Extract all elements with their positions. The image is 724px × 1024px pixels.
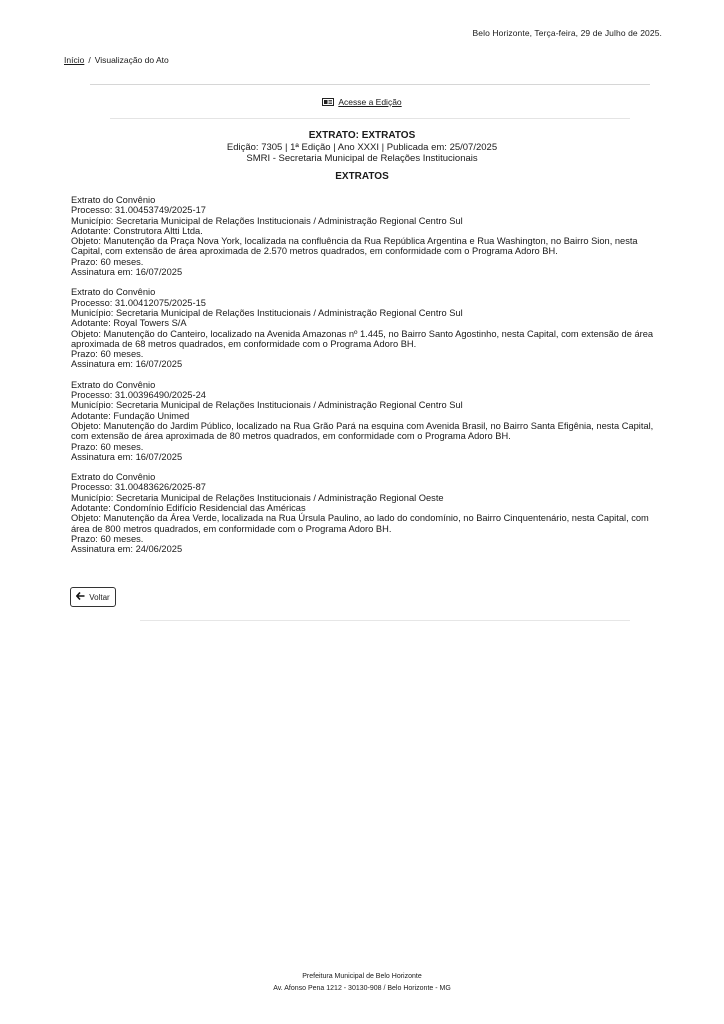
edition-info: Edição: 7305 | 1ª Edição | Ano XXXI | Publicada em: 25/07/2025 [226, 141, 498, 153]
entry-municipio: Município: Secretaria Municipal de Relações Institucionais / Administração Regional Oeste [71, 492, 444, 503]
entry-objeto: Objeto: Manutenção do Jardim Público, localizado na Rua Grão Pará na esquina com Avenida Brasil, no Bairro Santa Efigênia, nesta Capital, com extensão de área aproximada de 80 metros quadrados, em conformidade com o Programa Adoro BH. [71, 420, 654, 442]
list-item [71, 195, 667, 277]
entry-adotante: Adotante: Royal Towers S/A [71, 318, 187, 329]
act-header [0, 130, 724, 182]
list-item [71, 287, 667, 369]
breadcrumb-home-link[interactable]: Início [64, 55, 85, 65]
footer-line-1: Prefeitura Municipal de Belo Horizonte [302, 973, 422, 980]
newspaper-icon [322, 98, 334, 108]
section-title: EXTRATOS [335, 170, 389, 182]
breadcrumb-current: Visualização do Ato [94, 55, 169, 65]
entry-adotante: Adotante: Fundação Unimed [71, 410, 190, 421]
entry-type: Extrato do Convênio [71, 472, 156, 483]
breadcrumb [64, 55, 169, 65]
footer [0, 971, 724, 995]
list-item [71, 380, 667, 462]
arrow-left-icon [76, 592, 85, 602]
entry-type: Extrato do Convênio [71, 195, 156, 205]
entry-assinatura: Assinatura em: 24/06/2025 [71, 544, 183, 555]
entry-type: Extrato do Convênio [71, 379, 156, 390]
divider [110, 118, 630, 119]
entry-assinatura: Assinatura em: 16/07/2025 [71, 267, 183, 278]
entry-type: Extrato do Convênio [71, 287, 156, 298]
entry-prazo: Prazo: 60 meses. [71, 349, 144, 360]
entry-assinatura: Assinatura em: 16/07/2025 [71, 451, 183, 462]
entry-processo: Processo: 31.00453749/2025-17 [71, 205, 206, 216]
entry-objeto: Objeto: Manutenção do Canteiro, localizado na Avenida Amazonas nº 1.445, no Bairro Santo Agostinho, nesta Capital, com extensão de área aproximada de 68 metros quadrados, em conformidade com o Programa Adoro BH. [71, 328, 654, 349]
back-button[interactable] [70, 587, 116, 607]
entry-prazo: Prazo: 60 meses. [71, 256, 144, 267]
entry-processo: Processo: 31.00396490/2025-24 [71, 390, 206, 401]
back-button-label: Voltar [89, 592, 110, 602]
list-item [71, 472, 667, 554]
entry-prazo: Prazo: 60 meses. [71, 533, 144, 544]
edition-link-label[interactable]: Acesse a Edição [338, 97, 402, 107]
entry-objeto: Objeto: Manutenção da Praça Nova York, localizada na confluência da Rua República Argentina e Rua Washington, no Bairro Sion, nesta Capital, com extensão de área aproximada de 2.570 metros quadrados, em conformidade com o Programa Adoro BH. [71, 236, 638, 257]
entry-assinatura: Assinatura em: 16/07/2025 [71, 359, 183, 370]
entry-objeto: Objeto: Manutenção da Área Verde, localizada na Rua Úrsula Paulino, ao lado do condomínio, no Bairro Cinquentenário, nesta Capital, com área de 800 metros quadrados, em conformidade com o Programa Adoro BH. [71, 513, 649, 534]
department: SMRI - Secretaria Municipal de Relações Institucionais [246, 153, 478, 164]
entries-list [71, 195, 667, 565]
entry-processo: Processo: 31.00483626/2025-87 [71, 482, 206, 493]
divider [140, 620, 630, 621]
entry-adotante: Adotante: Construtora Altti Ltda. [71, 225, 203, 236]
divider [90, 84, 650, 85]
entry-municipio: Município: Secretaria Municipal de Relações Institucionais / Administração Regional Centro Sul [71, 400, 463, 411]
entry-processo: Processo: 31.00412075/2025-15 [71, 297, 206, 308]
entry-municipio: Município: Secretaria Municipal de Relações Institucionais / Administração Regional Centro Sul [71, 215, 463, 226]
footer-line-2: Av. Afonso Pena 1212 - 30130-908 / Belo Horizonte - MG [273, 985, 451, 992]
entry-prazo: Prazo: 60 meses. [71, 441, 144, 452]
entry-adotante: Adotante: Condomínio Edifício Residencial das Américas [71, 503, 306, 514]
act-title: EXTRATO: EXTRATOS [308, 130, 416, 141]
edition-link[interactable] [0, 97, 724, 108]
date-line: Belo Horizonte, Terça-feira, 29 de Julho de 2025. [472, 28, 662, 38]
breadcrumb-separator: / [88, 55, 91, 65]
entry-municipio: Município: Secretaria Municipal de Relações Institucionais / Administração Regional Centro Sul [71, 307, 463, 318]
